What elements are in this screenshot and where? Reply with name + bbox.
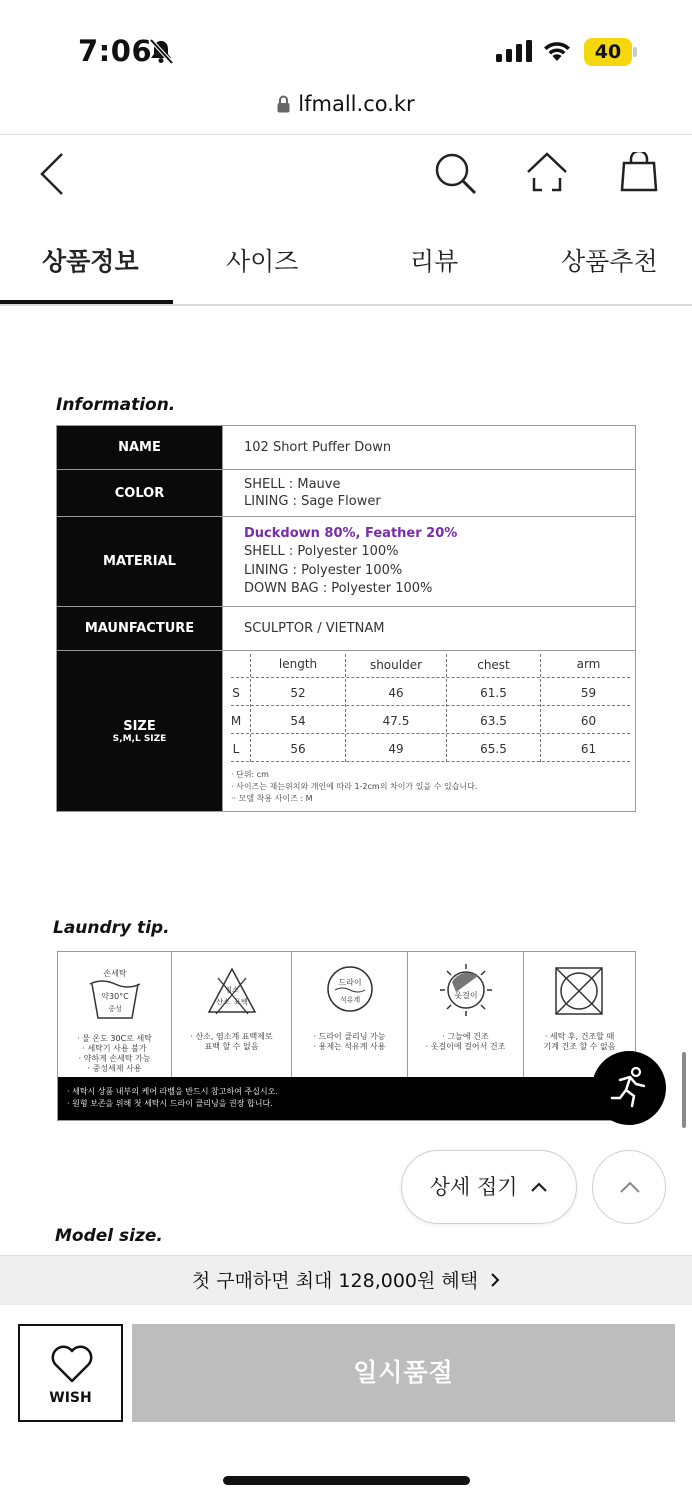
no-bleach-icon: [206, 966, 258, 1016]
laundry-desc-line: · 세탁기 사용 불가: [82, 1044, 147, 1053]
size-value: [223, 651, 636, 812]
promo-text: 첫 구매하면 최대 128,000원 혜택: [191, 1270, 479, 1292]
chevron-right-icon: [490, 1272, 500, 1288]
laundry-desc-line: · 약하게 손세탁 가능: [78, 1054, 151, 1063]
back-icon[interactable]: [38, 152, 68, 196]
size-cell: 59: [580, 686, 597, 700]
name-key: NAME: [57, 426, 223, 470]
laundry-footer: [58, 1077, 635, 1120]
color-key: COLOR: [57, 470, 223, 517]
material-shell: SHELL : Polyester 100%: [244, 544, 399, 559]
collapse-details-label: 상세 접기: [429, 1175, 518, 1199]
laundry-desc-line: 표백 할 수 없음: [204, 1042, 259, 1051]
scrollbar[interactable]: [682, 1052, 686, 1128]
color-shell: SHELL : Mauve: [244, 477, 341, 492]
wish-button[interactable]: [18, 1324, 123, 1422]
color-lining: LINING : Sage Flower: [244, 494, 381, 509]
material-key: MATERIAL: [57, 517, 223, 607]
laundry-desc-line: · 옷걸이에 걸어서 건조: [425, 1042, 506, 1051]
dryclean-label: 드라이: [338, 978, 362, 987]
material-highlight: Duckdown 80%, Feather 20%: [244, 525, 458, 541]
color-value: [223, 470, 636, 517]
size-header: length: [278, 657, 318, 671]
dry-clean-icon: [325, 964, 375, 1014]
handwash-label: 손세탁: [103, 969, 127, 978]
laundry-tips: [57, 951, 636, 1121]
heart-icon: [50, 1344, 94, 1384]
size-grid: [223, 651, 635, 811]
tab-product-info[interactable]: 상품정보: [42, 247, 139, 276]
laundry-desc-line: · 드라이 클리닝 가능: [313, 1032, 386, 1041]
shopping-bag-icon[interactable]: [620, 152, 658, 192]
size-cell: 61.5: [480, 686, 507, 700]
url-text: lfmall.co.kr: [298, 92, 415, 116]
product-info-table: [56, 425, 636, 812]
first-purchase-promo[interactable]: [0, 1255, 692, 1305]
grid-line: [231, 761, 630, 762]
laundry-desc-line: · 중성세제 사용: [87, 1064, 142, 1073]
home-icon[interactable]: [526, 152, 568, 192]
size-cell: 49: [388, 742, 404, 756]
laundry-item-shadedry: [408, 952, 524, 1077]
wish-label: WISH: [49, 1390, 92, 1406]
wifi-icon: [543, 40, 571, 62]
bottom-action-bar: [0, 1305, 692, 1500]
size-cell: 56: [290, 742, 306, 756]
size-cell: 47.5: [382, 714, 410, 728]
size-cell: 54: [290, 714, 306, 728]
laundry-desc: [292, 1032, 407, 1052]
home-indicator: [223, 1476, 470, 1485]
size-key: [57, 651, 223, 812]
laundry-desc: [408, 1032, 523, 1052]
size-key-label: SIZE: [123, 718, 156, 734]
no-tumble-dry-icon: [554, 966, 604, 1016]
shade-dry-icon: [438, 962, 494, 1018]
bleach-bleach: 표백: [234, 998, 248, 1006]
status-bar: [0, 0, 692, 90]
battery-indicator: 40: [584, 38, 632, 66]
material-downbag: DOWN BAG : Polyester 100%: [244, 581, 433, 596]
laundry-item-dryclean: [292, 952, 408, 1077]
laundry-desc: [172, 1032, 291, 1052]
laundry-footer-line: · 원형 보존을 위해 첫 세탁시 드라이 클리닝을 권장 합니다.: [67, 1099, 273, 1108]
laundry-item-handwash: [58, 952, 172, 1077]
size-cell: 52: [290, 686, 306, 700]
cellular-signal-icon: [496, 40, 532, 62]
handwash-neutral: 중성: [108, 1005, 122, 1013]
size-cell: 61: [580, 742, 597, 756]
size-header: shoulder: [369, 658, 423, 672]
hanger-label: 옷걸이: [454, 991, 478, 1000]
running-man-icon: [608, 1066, 650, 1108]
laundry-desc-line: · 산소, 염소계 표백제로: [190, 1032, 273, 1041]
active-tab-indicator: [0, 300, 173, 304]
size-key-sub: S,M,L SIZE: [112, 733, 167, 744]
manufacture-key: MAUNFACTURE: [57, 607, 223, 651]
red-bullet: ·: [231, 794, 234, 803]
laundry-item-nobleach: [172, 952, 292, 1077]
lock-icon: [277, 95, 290, 113]
size-header: arm: [576, 657, 601, 671]
battery-nub: [633, 47, 637, 57]
information-title: Information.: [56, 395, 176, 415]
chevron-up-icon: [530, 1181, 548, 1193]
grid-line: [231, 733, 630, 734]
laundry-desc-line: · 물 온도 30C로 세탁: [77, 1034, 152, 1043]
material-lining: LINING : Polyester 100%: [244, 562, 403, 578]
laundry-desc-line: · 용제는 석유계 사용: [313, 1042, 386, 1051]
divider: [0, 134, 692, 135]
laundry-footer-line: · 세탁시 상품 내부의 케어 라벨을 반드시 참고하여 주십시오.: [67, 1087, 278, 1096]
bleach-chlorine: 염소: [225, 986, 239, 994]
model-size-title: Model size.: [55, 1226, 163, 1246]
note-model-size: [231, 793, 477, 805]
bell-muted-icon: [148, 38, 174, 64]
note-model-size-text: · 모델 착용 사이즈 : M: [233, 794, 313, 803]
tab-review[interactable]: 리뷰: [410, 247, 459, 276]
scroll-top-button[interactable]: [592, 1150, 666, 1224]
laundry-desc-line: · 그늘에 건조: [442, 1032, 489, 1041]
size-cell: 46: [388, 686, 404, 700]
size-cell: 63.5: [480, 714, 507, 728]
grid-line: [231, 705, 630, 706]
soldout-button[interactable]: 일시품절: [132, 1324, 675, 1422]
material-value: [223, 517, 636, 607]
collapse-details-button[interactable]: [401, 1150, 577, 1224]
bleach-oxygen: 산소: [216, 998, 230, 1006]
chevron-up-icon: [619, 1180, 641, 1194]
name-value: 102 Short Puffer Down: [223, 426, 636, 470]
top-navigation: [0, 140, 692, 210]
search-icon[interactable]: [434, 152, 478, 196]
laundry-desc: [58, 1034, 171, 1074]
laundry-desc: [524, 1032, 635, 1052]
url-bar[interactable]: [0, 92, 692, 124]
size-cell: 65.5: [480, 742, 507, 756]
dryclean-solvent: 석유계: [339, 996, 361, 1004]
tab-size[interactable]: 사이즈: [226, 247, 299, 276]
size-cell: 60: [580, 714, 597, 728]
size-row-label: L: [232, 742, 240, 756]
size-row-label: M: [230, 714, 242, 728]
size-row-label: S: [232, 686, 240, 700]
laundry-title: Laundry tip.: [53, 918, 170, 938]
handwash-temp: 약30°C: [101, 992, 129, 1001]
note-unit: · 단위: cm: [231, 770, 269, 779]
handwash-icon: [88, 966, 142, 1022]
laundry-desc-line: 기계 건조 할 수 없음: [543, 1042, 616, 1051]
size-notes: [231, 769, 477, 805]
tab-recommendation[interactable]: 상품추천: [561, 247, 658, 276]
running-man-button[interactable]: [592, 1051, 666, 1125]
laundry-desc-line: · 세탁 후, 건조할 때: [544, 1032, 615, 1041]
note-variance: · 사이즈는 재는위치와 개인에 따라 1-2cm의 차이가 있을 수 있습니다.: [231, 782, 478, 791]
manufacture-value: SCULPTOR / VIETNAM: [223, 607, 636, 651]
status-time: 7:06: [78, 34, 153, 68]
size-header: chest: [477, 658, 510, 672]
product-tabs: [0, 226, 692, 306]
grid-line: [231, 677, 630, 678]
